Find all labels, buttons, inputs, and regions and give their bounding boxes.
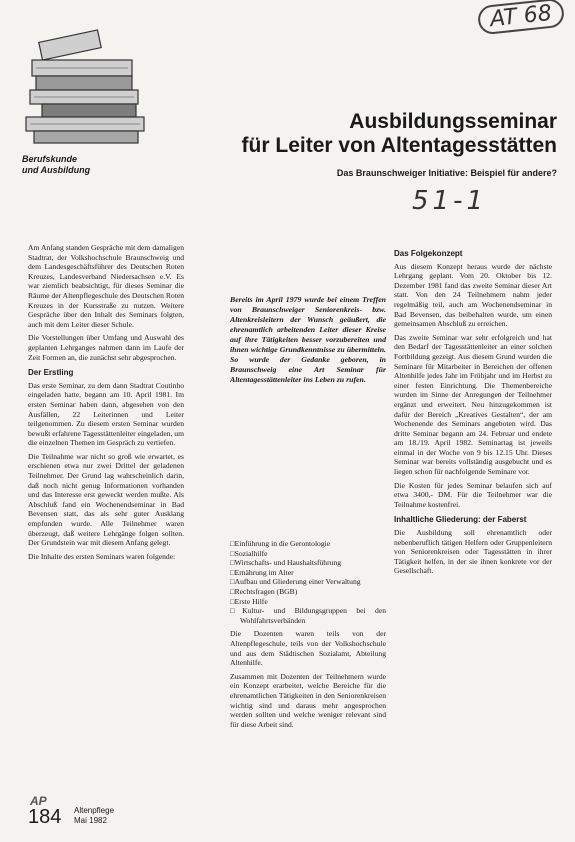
section-label-line: Berufskunde — [22, 154, 78, 164]
section-heading: Das Folgekonzept — [394, 249, 463, 258]
journal-name: Altenpflege — [74, 806, 115, 815]
paragraph: Zusammen mit Dozenten der Teilnehmern wurde ein Konzept erarbeitet, welche Bereiche für die ehrenamtlichen Tätigkeiten in den Seniorenkreisen wichtig sind und daraus mehr angesprochen werden sollten und welche weniger relevant sind für diese Arbeit sind. — [230, 671, 386, 729]
paragraph: Die Kosten für jedes Seminar belaufen sich auf etwa 3400,- DM. Für die Teilnehmer war die Teilnahme kostenfrei. — [394, 480, 552, 509]
section-heading: Der Erstling — [28, 368, 74, 378]
intro-paragraph: Bereits im April 1979 wurde bei einem Treffen von Braunschweiger Seniorenkreis- bzw. Altenkreisleitern der Wunsch geäußert, die ehrenamtlich arbeitenden Leiter dieser Kreise auf ihre Tätigkeiten besser vorzubereiten und ihnen wichtige Grundkenntnisse zu übermitteln. So wurde der Gedanke geboren, in Braunschweig eine Art Seminar für Altentagesstättenleiter ins Leben zu rufen. — [230, 295, 386, 384]
journal-logo: AP — [30, 794, 47, 808]
handwritten-number: 51-1 — [412, 186, 488, 216]
paragraph: Das zweite Seminar war sehr erfolgreich und hat den Bedarf der Tagesstättenleiter an einer solchen Fortbildung gezeigt. Aus diesem Grund wurden die Seminare für Mitarbeiter in Bereichen der offenen Altenhilfe jedes Jahr im Frühjahr und im Herbst zu einer festen Einrichtung. Die Themenbereiche wurden im Sinne der Anregungen der Teilnehmer ergänzt und erweitert. Neu hinzugekommen ist dafür der Bereich „Kreatives Gestalten“, der am Wochenende des Seminars angeboten wird. Das dritte Seminar begann am 24. Februar und endete am 18./19. April 1982. Seminartag ist jeweils einmal in der Woche von 9 bis 12.15 Uhr. Dieses Seminar war bereits vollständig ausgebucht und es liegen schon für nachfolgende Seminare vor. — [394, 332, 552, 477]
topic-item: □ Wirtschafts- und Haushaltsführung — [230, 558, 386, 568]
topic-item: □ Erste Hilfe — [230, 597, 386, 607]
paragraph: Die Inhalte des ersten Seminars waren folgende: — [28, 551, 176, 561]
article-title-line1: Ausbildungsseminar — [349, 110, 557, 133]
left-column — [28, 243, 184, 775]
paragraph: Am Anfang standen Gespräche mit dem damaligen Stadtrat, der Volkshochschule Braunschweig und dem Landesgeschäftsführer des Deutschen Roten Kreuzes, Landesverband Niedersachsen e.V. Es war ziemlich beabsichtigt, für dieses Seminar die Räume der Altenpflegeschule des Deutschen Roten Kreuzes in der Kursstraße zu nutzen. Weitere Gespräche über den Inhalt des Seminars folgten, auch mit dem Leiter dieser Schule. — [28, 243, 184, 329]
page-number: 184 — [28, 806, 62, 828]
topic-item: □ Einführung in die Gerontologie — [230, 539, 386, 549]
topic-list — [230, 539, 386, 625]
article-subtitle: Das Braunschweiger Initiative: Beispiel für andere? — [336, 168, 557, 178]
spacer — [230, 389, 386, 539]
paragraph: Die Teilnahme war nicht so groß wie erwartet, es erschienen etwa nur zwei Drittel der geladenen Teilnehmer. Der Grund lag wahrscheinlich darin, daß noch nicht genug Informationen vorhanden und das Interesse erst geweckt werden mußte. Als Abschluß fand ein Wochenendseminar in Bad Bevensen statt, das als sehr guter Ausklang empfunden wurde. Alle Teilnehmer waren überzeugt, daß weitere Lehrgänge folgen sollten. Der Grundstein war mit diesem Anfang gelegt. — [28, 451, 184, 548]
topic-item: □ Ernährung im Alter — [230, 568, 386, 578]
section-label — [22, 154, 90, 176]
section-label-line: und Ausbildung — [22, 165, 91, 175]
topic-item: □ Rechtsfragen (BGB) — [230, 587, 386, 597]
paragraph: Aus diesem Konzept heraus wurde der nächste Lehrgang geplant. Vom 20. Oktober bis 12. Dezember 1981 fand das zweite Seminar dieser Art statt. Von den 24 Teilnehmern nahm jeder regelmäßig teil, auch am Wochenendseminar in Bad Bevensen, das beibehalten wurde, um einen gemeinsamen Abschluß zu erreichen. — [394, 261, 552, 329]
paragraph: Das erste Seminar, zu dem dann Stadtrat Coutinho eingeladen hatte, begann am 10. April 1981. Im ersten Seminar haben dann, abgesehen von den Ausfällen, 22 Leiterinnen und Leiter teilgenommen. Zu diesem ersten Seminar wurden bewußt erfahrene Tagesstättenleiter eingeladen, um die einzelnen Themen im Gespräch zu vertiefen. — [28, 380, 184, 448]
article-title-line2: für Leiter von Altentagesstätten — [241, 134, 557, 157]
handwritten-archive-mark: AT 68 — [477, 0, 565, 35]
topic-item: □ Aufbau und Gliederung einer Verwaltung — [230, 577, 386, 587]
books-illustration — [22, 20, 162, 150]
paragraph: Die Ausbildung soll ehrenamtlich oder nebenberuflich tätigen Helfern oder Gruppenleitern von Seniorenkreisen oder Tagesstätten in ihrer Tätigkeit helfen, in der sie ihnen konkrete vor der Gesellschaft. — [394, 528, 552, 576]
paragraph: Die Vorstellungen über Umfang und Auswahl des geplanten Lehrganges nahmen dann im Laufe der Zeit Formen an, die zunächst sehr abgesprochen. — [28, 333, 184, 362]
right-column — [394, 243, 552, 813]
section-heading: Inhaltliche Gliederung: der Faberst — [394, 515, 527, 525]
journal-info — [74, 806, 114, 826]
topic-item: □ Kultur- und Bildungsgruppen bei den Wohlfahrtsverbänden — [230, 606, 386, 625]
journal-issue: Mai 1982 — [74, 816, 107, 825]
topic-item: □ Sozialhilfe — [230, 549, 386, 559]
middle-column — [230, 295, 386, 805]
paragraph: Die Dozenten waren teils von der Altenpflegeschule, teils von der Volkshochschule und aus dem Städtischen Sozialamt, Abteilung Altenhilfe. — [230, 629, 386, 668]
